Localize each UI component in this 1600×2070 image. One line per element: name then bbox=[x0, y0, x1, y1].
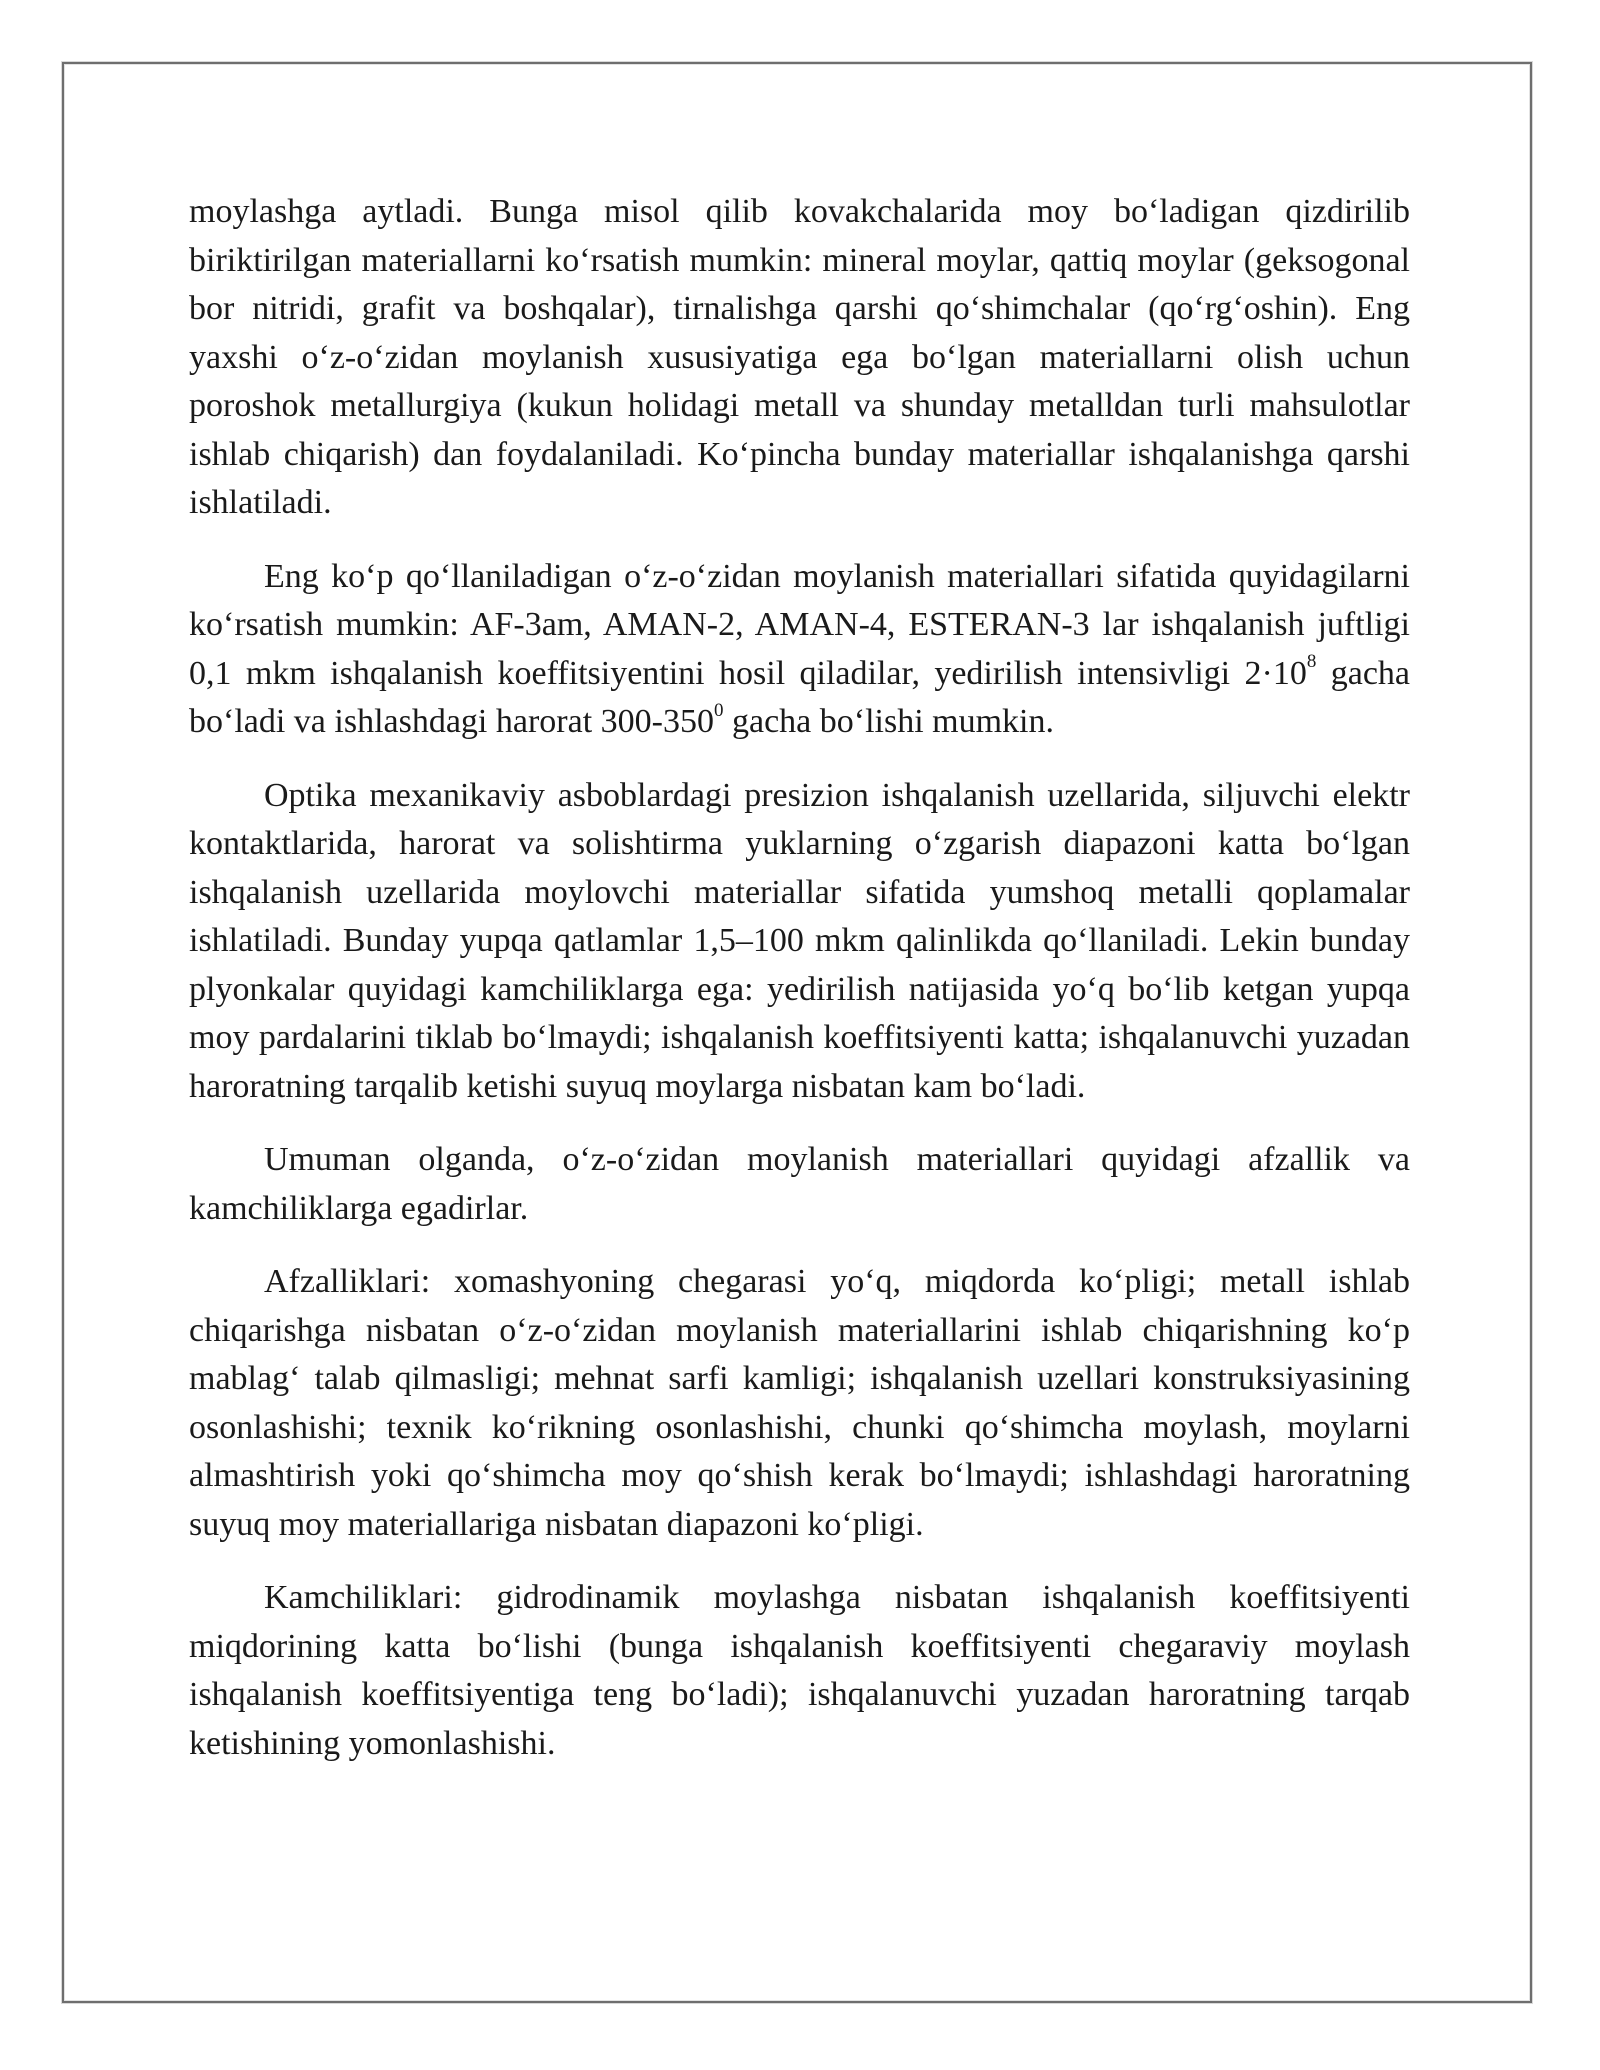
paragraph-6 bbox=[189, 1574, 1410, 1768]
paragraph-3 bbox=[189, 772, 1410, 1112]
superscript-exponent: 8 bbox=[1306, 651, 1317, 673]
paragraph-1 bbox=[189, 188, 1410, 528]
paragraph-2 bbox=[189, 553, 1410, 747]
paragraph-text: Eng ko‘p qo‘llaniladigan o‘z-o‘zidan moylanish materiallari sifatida quyidagilarni ko‘rsatish mumkin: AF-3am, AMAN-2, AMAN-4, ESTERAN-3 lar ishqalanish juftligi 0,1 mkm ishqalanish koeffitsiyentini hosil qiladilar, yedirilish intensivligi 2·10 bbox=[189, 557, 1410, 692]
paragraph-text: Umuman olganda, o‘z-o‘zidan moylanish materiallari quyidagi afzallik va kamchiliklarga egadirlar. bbox=[189, 1141, 1410, 1227]
paragraph-text: gacha bo‘lishi mumkin. bbox=[723, 703, 1054, 740]
paragraph-text: Afzalliklari: xomashyoning chegarasi yo‘q, miqdorda ko‘pligi; metall ishlab chiqarishga nisbatan o‘z-o‘zidan moylanish materiallarini ishlab chiqarishning ko‘p mablag‘ talab qilmasligi; mehnat sarfi kamligi; ishqalanish uzellari konstruksiyasining osonlashishi; texnik ko‘rikning osonlashishi, chunki qo‘shimcha moylash, moylarni almashtirish yoki qo‘shimcha moy qo‘shish kerak bo‘lmaydi; ishlashdagi haroratning suyuq moy materiallariga nisbatan diapazoni ko‘pligi. bbox=[189, 1263, 1410, 1543]
paragraph-4 bbox=[189, 1136, 1410, 1233]
paragraph-5 bbox=[189, 1258, 1410, 1549]
paragraph-text: gacha bo‘ladi va ishlashdagi harorat 300-350 bbox=[189, 654, 1410, 740]
document-body bbox=[189, 188, 1410, 1793]
superscript-exponent: 0 bbox=[713, 699, 724, 721]
paragraph-text: moylashga aytladi. Bunga misol qilib kovakchalarida moy bo‘ladigan qizdirilib biriktirilgan materiallarni ko‘rsatish mumkin: mineral moylar, qattiq moylar (geksogonal bor nitridi, grafit va boshqalar), tirnalishga qarshi qo‘shimchalar (qo‘rg‘oshin). Eng yaxshi o‘z-o‘zidan moylanish xususiyatiga ega bo‘lgan materiallarni olish uchun poroshok metallurgiya (kukun holidagi metall va shunday metalldan turli mahsulotlar ishlab chiqarish) dan foydalaniladi. Ko‘pincha bunday materiallar ishqalanishga qarshi ishlatiladi. bbox=[189, 193, 1410, 521]
paragraph-text: Kamchiliklari: gidrodinamik moylashga nisbatan ishqalanish koeffitsiyenti miqdorining katta bo‘lishi (bunga ishqalanish koeffitsiyenti chegaraviy moylash ishqalanish koeffitsiyentiga teng bo‘ladi); ishqalanuvchi yuzadan haroratning tarqab ketishining yomonlashishi. bbox=[189, 1579, 1410, 1762]
paragraph-text: Optika mexanikaviy asboblardagi presizion ishqalanish uzellarida, siljuvchi elektr kontaktlarida, harorat va solishtirma yuklarning o‘zgarish diapazoni katta bo‘lgan ishqalanish uzellarida moylovchi materiallar sifatida yumshoq metalli qoplamalar ishlatiladi. Bunday yupqa qatlamlar 1,5–100 mkm qalinlikda qo‘llaniladi. Lekin bunday plyonkalar quyidagi kamchiliklarga ega: yedirilish natijasida yo‘q bo‘lib ketgan yupqa moy pardalarini tiklab bo‘lmaydi; ishqalanish koeffitsiyenti katta; ishqalanuvchi yuzadan haroratning tarqalib ketishi suyuq moylarga nisbatan kam bo‘ladi. bbox=[189, 776, 1410, 1105]
